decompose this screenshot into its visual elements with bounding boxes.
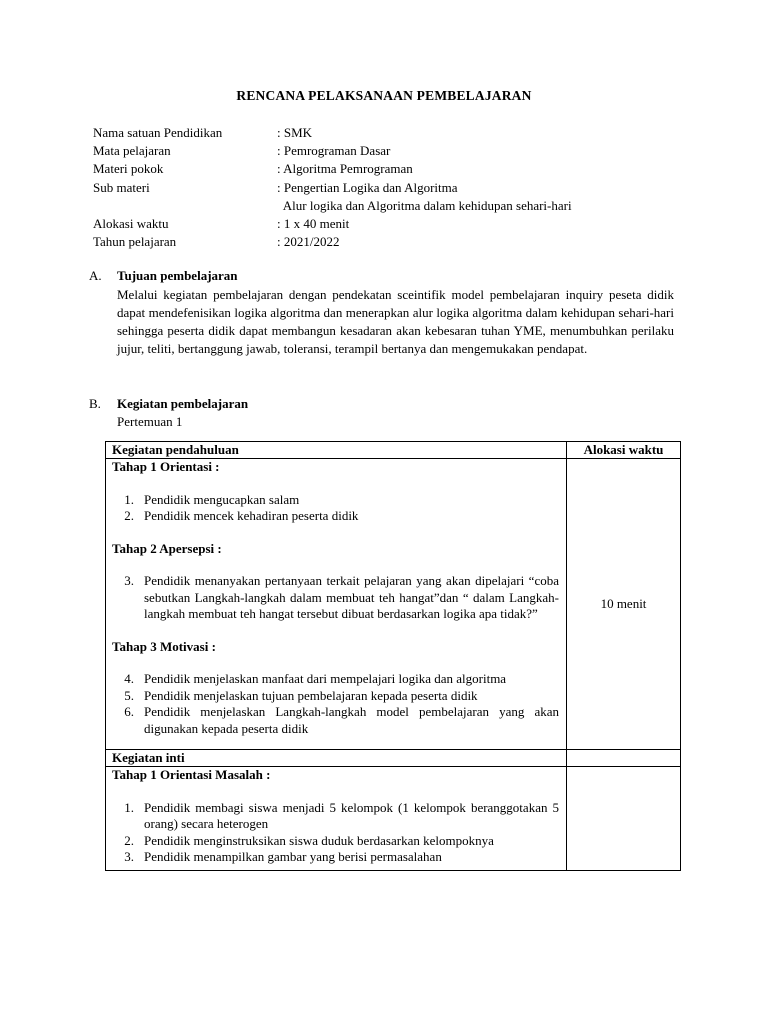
identity-row [93,215,572,233]
empty-cell [567,750,681,767]
item-number: 5. [124,687,134,703]
tahap2-list [112,573,560,623]
item-text: Pendidik menanyakan pertanyaan terkait pelajaran yang akan dipelajari “coba sebutkan Langkah-langkah dalam membuat teh hangat”dan “ dalam Langkah-langkah membuat teh hangat tersebut dibuat berdasarkan logika apa tidak?” [144,573,559,621]
tahap1-list [112,492,560,525]
pendahuluan-waktu-cell: 10 menit [567,459,681,750]
section-b-heading [89,396,248,412]
kegiatan-inti-heading: Kegiatan inti [106,750,567,767]
list-item [112,849,560,866]
identity-label: Sub materi [93,179,150,195]
identity-label: Tahun pelajaran [93,234,177,250]
empty-cell [567,767,681,871]
tahap3-list [112,671,560,737]
kegiatan-table [105,441,681,871]
item-text: Pendidik menjelaskan manfaat dari mempelajari logika dan algoritma [144,671,507,686]
identity-row [93,233,572,251]
item-number: 2. [124,832,134,848]
section-title: Kegiatan pembelajaran [117,396,249,411]
identity-row [93,160,572,178]
tujuan-paragraph: Melalui kegiatan pembelajaran dengan pendekatan sceintifik model pembelajaran inquiry peseta didik dapat mendefenisikan logika algoritma dan menerapkan alur logika algoritma dalam kehidupan sehari-hari sehingga peserta didik dapat membangun kesadaran akan kebesaran tuhan YME, menumbuhkan perilaku jujur, teliti, bertanggung jawab, toleransi, terampil bertanya dan mengemukakan pendapat. [117,287,674,356]
item-text: Pendidik menampilkan gambar yang berisi permasalahan [144,849,442,864]
list-item [112,704,560,737]
item-number: 2. [124,508,134,523]
table-header-row [106,442,681,459]
identity-value: : 1 x 40 menit [277,216,350,232]
identity-row [93,179,572,197]
table-row [106,750,681,767]
list-item [112,492,560,509]
identity-row [93,124,572,142]
section-letter: B. [89,396,101,411]
header-alokasi-waktu: Alokasi waktu [567,442,681,459]
identity-row [93,142,572,160]
table-row [106,459,681,750]
tahap-heading: Tahap 1 Orientasi : [112,459,220,474]
header-kegiatan: Kegiatan pendahuluan [106,442,567,459]
identity-label: Mata pelajaran [93,143,171,159]
item-number: 1. [124,491,134,507]
item-number: 1. [124,799,134,815]
identity-value: Alur logika dan Algoritma dalam kehidupan sehari-hari [277,197,572,213]
item-text: Pendidik mengucapkan salam [144,491,300,507]
pertemuan-label: Pertemuan 1 [117,414,183,429]
document-title: RENCANA PELAKSANAAN PEMBELAJARAN [236,88,532,103]
item-text: Pendidik menjelaskan Langkah-langkah model pembelajaran yang akan digunakan kepada peserta didik [144,704,559,736]
identity-label: Alokasi waktu [93,216,169,232]
identity-value: : Pemrograman Dasar [277,143,391,159]
item-text: Pendidik menginstruksikan siswa duduk berdasarkan kelompoknya [144,832,494,848]
identity-value: : 2021/2022 [277,234,340,250]
item-number: 3. [124,849,134,864]
list-item [112,800,560,833]
item-text: Pendidik membagi siswa menjadi 5 kelompok (1 kelompok beranggotakan 5 orang) secara heterogen [144,799,559,831]
section-title: Tujuan pembelajaran [117,268,238,283]
identity-value: : SMK [277,125,313,140]
section-a-heading [89,268,238,284]
section-letter: A. [89,268,102,283]
list-item [112,833,560,850]
pendahuluan-cell [106,459,567,750]
identity-value: : Algoritma Pemrograman [277,161,413,177]
item-text: Pendidik menjelaskan tujuan pembelajaran kepada peserta didik [144,687,478,703]
identity-block [93,124,572,251]
tahap-heading: Tahap 2 Apersepsi : [112,540,222,556]
identity-row [93,197,572,215]
list-item [112,508,560,525]
tahap-heading: Tahap 3 Motivasi : [112,638,216,654]
tahap-heading: Tahap 1 Orientasi Masalah : [112,767,271,782]
inti-cell [106,767,567,871]
list-item [112,573,560,623]
table-row [106,767,681,871]
identity-label: Nama satuan Pendidikan [93,125,223,140]
identity-label [93,197,277,215]
identity-value: : Pengertian Logika dan Algoritma [277,179,458,195]
identity-label: Materi pokok [93,161,164,177]
item-number: 6. [124,704,134,719]
inti-list [112,800,560,866]
list-item [112,671,560,688]
item-number: 4. [124,671,134,686]
list-item [112,688,560,705]
item-number: 3. [124,573,134,588]
item-text: Pendidik mencek kehadiran peserta didik [144,508,359,523]
